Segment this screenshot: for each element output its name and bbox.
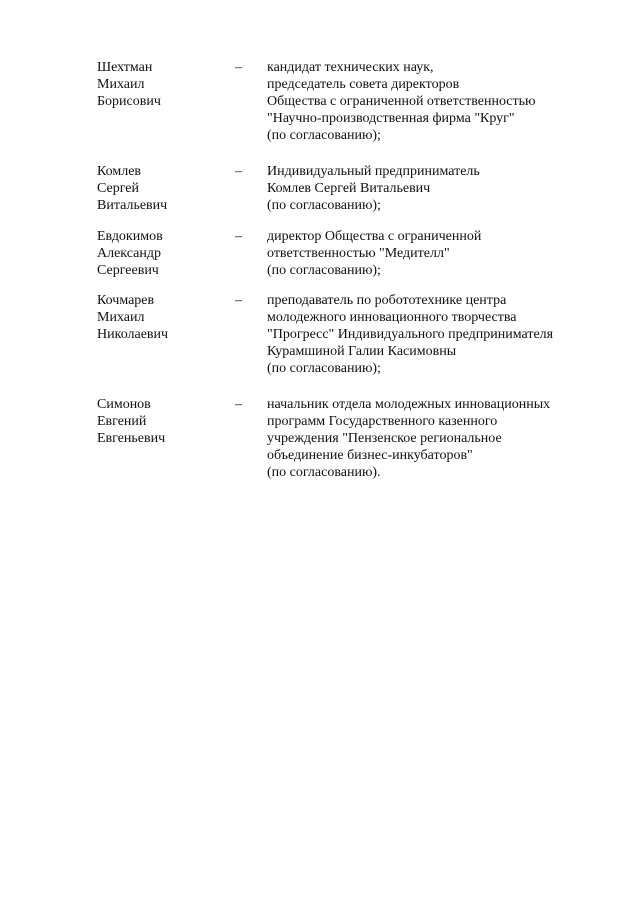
member-description <box>267 396 607 481</box>
description-line: "Прогресс" Индивидуального предпринимателя <box>267 327 554 342</box>
member-surname: Симонов <box>97 397 151 412</box>
member-first-name: Александр <box>97 246 161 261</box>
member-patronymic: Борисович <box>97 94 161 109</box>
description-line: программ Государственного казенного <box>267 414 498 429</box>
member-surname: Кочмарев <box>97 293 155 308</box>
member-first-name: Евгений <box>97 414 147 429</box>
description-line: (по согласованию); <box>267 198 381 213</box>
description-line: Индивидуальный предприниматель <box>267 164 480 179</box>
description-line: преподаватель по робототехнике центра <box>267 293 507 308</box>
member-description <box>267 228 607 279</box>
description-line: учреждения "Пензенское региональное <box>267 431 502 446</box>
description-line: объединение бизнес-инкубаторов" <box>267 448 473 463</box>
member-patronymic: Евгеньевич <box>97 431 166 446</box>
description-line: Курамшиной Галии Касимовны <box>267 344 457 359</box>
description-line: начальник отдела молодежных инновационных <box>267 397 551 412</box>
description-line: Общества с ограниченной ответственностью <box>267 94 536 109</box>
description-line: молодежного инновационного творчества <box>267 310 517 325</box>
dash-separator: – <box>235 60 242 75</box>
member-name <box>97 228 227 279</box>
description-line: ответственностью "Медителл" <box>267 246 450 261</box>
member-name <box>97 163 227 214</box>
dash-separator: – <box>235 164 242 179</box>
description-line: (по согласованию); <box>267 128 381 143</box>
description-line: (по согласованию); <box>267 263 381 278</box>
member-patronymic: Николаевич <box>97 327 169 342</box>
dash-separator: – <box>235 397 242 412</box>
member-surname: Шехтман <box>97 60 153 75</box>
member-patronymic: Сергеевич <box>97 263 159 278</box>
member-description <box>267 163 607 214</box>
member-first-name: Сергей <box>97 181 139 196</box>
description-line: (по согласованию); <box>267 361 381 376</box>
description-line: Комлев Сергей Витальевич <box>267 181 431 196</box>
description-line: кандидат технических наук, <box>267 60 434 75</box>
member-surname: Евдокимов <box>97 229 163 244</box>
dash-separator: – <box>235 293 242 308</box>
member-description <box>267 59 607 144</box>
member-first-name: Михаил <box>97 310 145 325</box>
member-name <box>97 396 227 447</box>
description-line: (по согласованию). <box>267 465 381 480</box>
member-surname: Комлев <box>97 164 142 179</box>
description-line: "Научно-производственная фирма "Круг" <box>267 111 515 126</box>
member-description <box>267 292 607 377</box>
dash-separator: – <box>235 229 242 244</box>
description-line: директор Общества с ограниченной <box>267 229 482 244</box>
member-name <box>97 292 227 343</box>
member-first-name: Михаил <box>97 77 145 92</box>
member-patronymic: Витальевич <box>97 198 168 213</box>
description-line: председатель совета директоров <box>267 77 460 92</box>
member-name <box>97 59 227 110</box>
